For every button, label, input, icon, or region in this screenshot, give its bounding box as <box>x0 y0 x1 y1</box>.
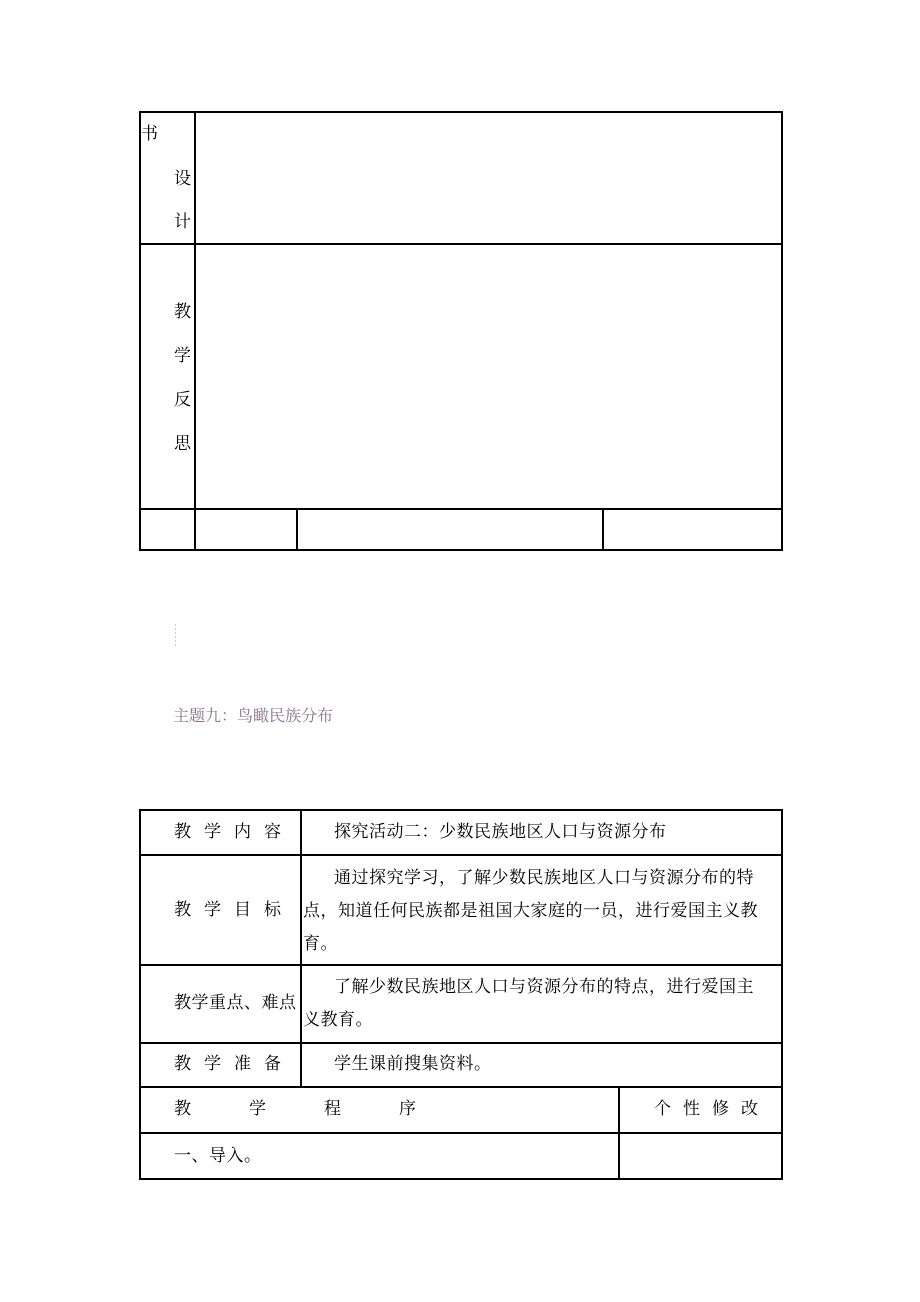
table2-modify-divider <box>618 1086 620 1180</box>
key-points-line: 义教育。 <box>303 1010 373 1030</box>
modify-header: 个性修改 <box>654 1099 770 1119</box>
table1-label-divider <box>194 111 196 551</box>
table1-bottom-divider-1 <box>296 508 298 551</box>
preparation-value: 学生课前搜集资料。 <box>334 1054 492 1074</box>
board-design-label-char: 设 <box>174 169 191 189</box>
table1-divider-1 <box>139 243 783 245</box>
content-value: 探究活动二：少数民族地区人口与资源分布 <box>334 822 667 842</box>
procedure-header: 教学程序 <box>174 1099 474 1119</box>
content-label: 教学内容 <box>174 822 294 842</box>
preparation-label: 教学准备 <box>174 1054 294 1074</box>
board-design-label-char: 计 <box>174 212 191 232</box>
objective-line: 育。 <box>303 934 338 954</box>
key-points-label: 教学重点、难点 <box>174 993 297 1013</box>
reflection-label-char: 思 <box>174 434 191 454</box>
reflection-label-char: 学 <box>174 346 191 366</box>
reflection-label-char: 反 <box>174 390 191 410</box>
table1-divider-2 <box>139 508 783 510</box>
objective-line: 通过探究学习，了解少数民族地区人口与资源分布的特 <box>334 868 754 888</box>
table2-label-divider <box>300 809 302 1088</box>
decorative-dotted-mark <box>175 624 176 648</box>
table1-bottom-divider-2 <box>602 508 604 551</box>
objective-label: 教学目标 <box>174 900 294 920</box>
objective-line: 点，知道任何民族都是祖国大家庭的一员，进行爱国主义教 <box>303 901 758 921</box>
procedure-step: 一、导入。 <box>174 1146 262 1166</box>
table2-row-divider <box>139 854 783 856</box>
board-design-label-char: 书 <box>141 124 158 144</box>
table2-row-divider <box>139 964 783 966</box>
design-reflection-table <box>139 111 783 551</box>
table2-row-divider <box>139 1086 783 1088</box>
table2-row-divider <box>139 1042 783 1044</box>
reflection-label-char: 教 <box>174 302 191 322</box>
key-points-line: 了解少数民族地区人口与资源分布的特点，进行爱国主 <box>334 977 754 997</box>
table2-row-divider <box>139 1132 783 1134</box>
theme-title: 主题九：鸟瞰民族分布 <box>173 706 334 725</box>
